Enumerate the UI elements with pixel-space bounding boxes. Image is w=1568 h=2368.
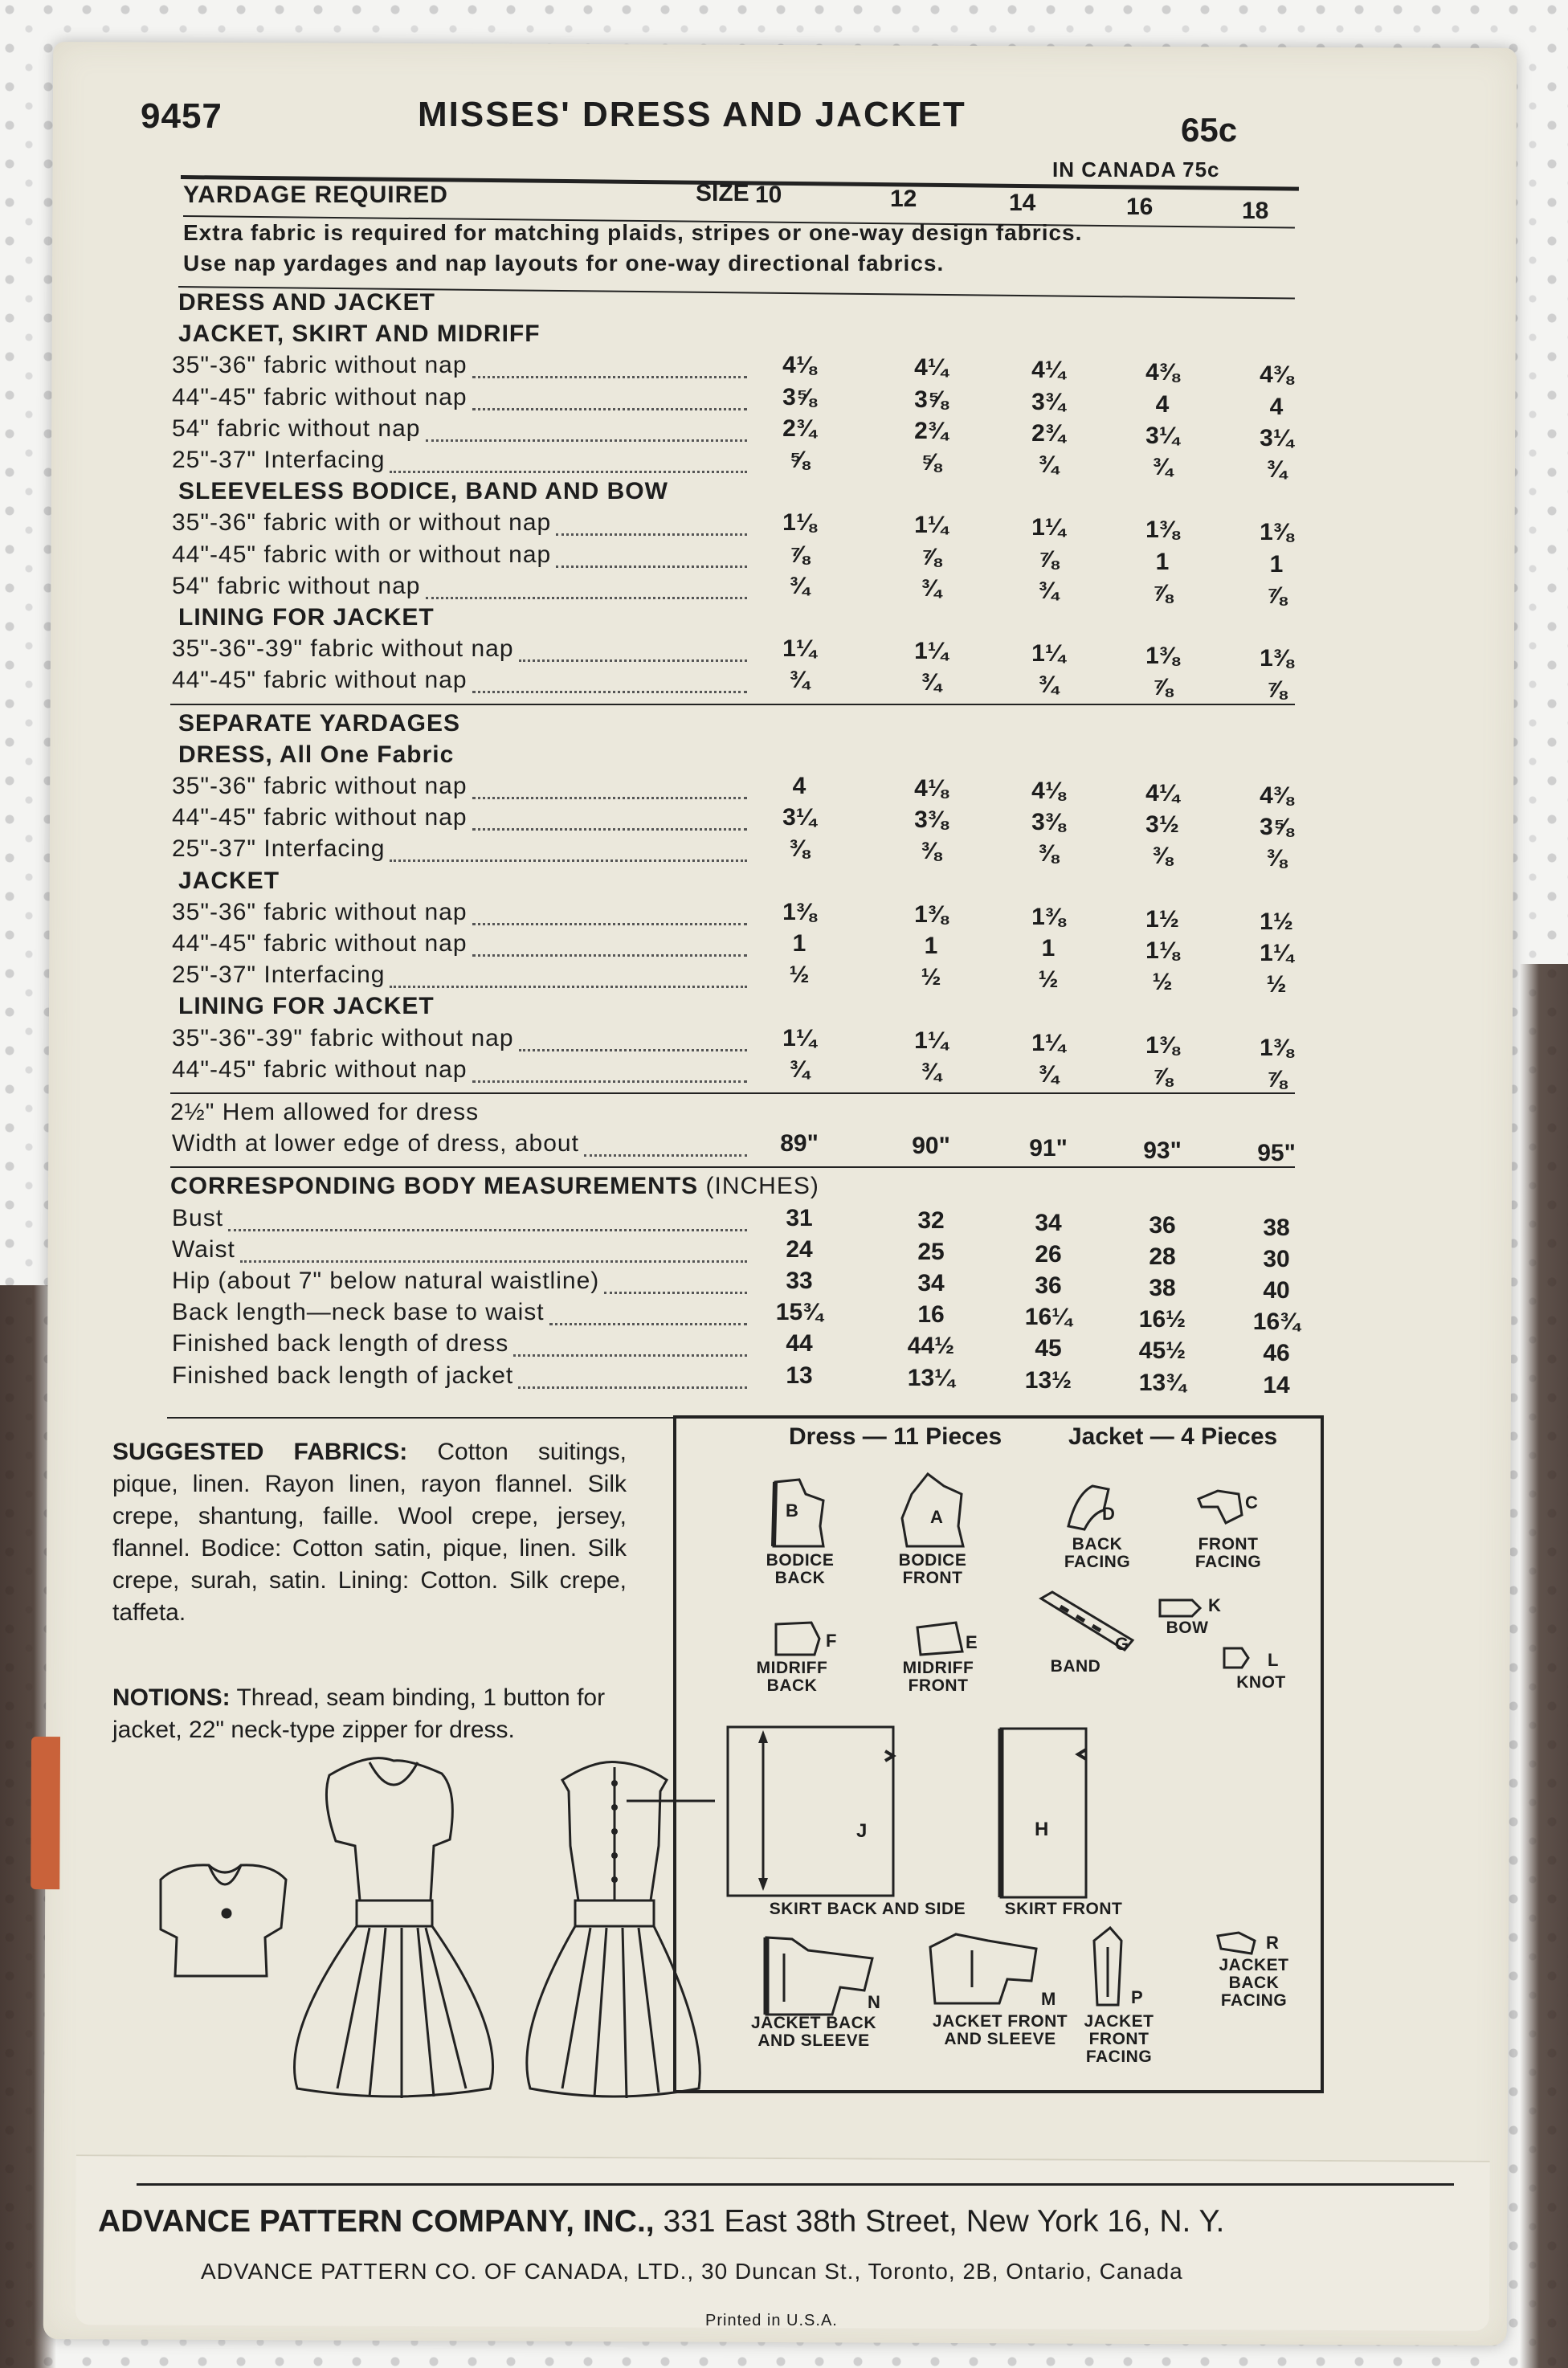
size-value: 3¼	[1260, 424, 1293, 451]
row-label: Back length—neck base to waist	[172, 1299, 545, 1326]
piece-letter: N	[868, 1992, 880, 2012]
size-value: 1⅜	[1260, 519, 1293, 546]
size-value: 1½	[1260, 908, 1293, 935]
leader-dots	[472, 797, 748, 799]
piece-letter: A	[930, 1507, 943, 1527]
jacket-back-facing-label: JACKET BACK FACING	[1219, 1956, 1289, 2010]
row-label: 35"-36"-39" fabric without nap	[172, 1024, 514, 1051]
size-column-header: 12	[890, 186, 917, 212]
note-line: Extra fabric is required for matching plaids, stripes or one-way design fabrics.	[183, 220, 1083, 245]
size-value: 16¾	[1252, 1309, 1301, 1336]
size-value: 91"	[1029, 1135, 1068, 1162]
piece-letter: D	[1102, 1504, 1115, 1524]
size-value: 36	[1149, 1211, 1176, 1239]
size-value: 15¾	[775, 1299, 823, 1326]
row-label: 54" fabric without nap	[172, 414, 421, 442]
size-value: ¾	[1152, 454, 1173, 480]
size-value: 1⅜	[1260, 645, 1293, 672]
section-rule	[170, 704, 1295, 705]
size-value: ⅞	[1266, 676, 1287, 704]
canada-price: IN CANADA 75c	[1052, 157, 1220, 182]
row-label: 44"-45" fabric without nap	[172, 930, 468, 957]
size-value: 90"	[912, 1133, 950, 1160]
size-value: ⅞	[1152, 674, 1173, 701]
section-heading: SLEEVELESS BODICE, BAND AND BOW	[178, 478, 668, 505]
footer-canada: ADVANCE PATTERN CO. OF CANADA, LTD., 30 Duncan St., Toronto, 2B, Ontario, Canada	[201, 2259, 1183, 2284]
front-facing-label: FRONT FACING	[1194, 1535, 1262, 1571]
size-value: ⅞	[1266, 582, 1287, 609]
size-value: 89"	[780, 1130, 819, 1157]
size-value: 1⅜	[1031, 903, 1065, 930]
knot-piece	[1221, 1643, 1253, 1672]
size-value: ¾	[1038, 1060, 1059, 1088]
size-value: 1⅜	[1145, 516, 1179, 544]
size-value: 4⅛	[1031, 778, 1065, 804]
size-value: 33	[786, 1268, 813, 1294]
jacket-back-facing-piece	[1215, 1929, 1263, 1958]
front-dress-sketch	[294, 1758, 492, 2098]
size-value: 4¼	[1145, 780, 1179, 806]
jacket-pieces-title: Jacket — 4 Pieces	[1068, 1423, 1278, 1450]
leader-dots	[513, 1354, 747, 1357]
piece-letter: P	[1131, 1987, 1143, 2007]
notions-text: Thread, seam binding, 1 button for jacket, 22" neck-type zipper for dress.	[112, 1684, 606, 1743]
section-heading: LINING FOR JACKET	[178, 604, 435, 631]
size-value: ⅞	[1152, 579, 1173, 606]
piece-letter: E	[966, 1632, 978, 1652]
size-value: ¾	[1266, 456, 1287, 483]
skirt-front-piece	[996, 1725, 1092, 1902]
size-value: 1¼	[1031, 514, 1065, 541]
size-value: 13¼	[907, 1364, 955, 1391]
size-value: 2¾	[914, 417, 948, 444]
suggested-fabrics-heading: SUGGESTED FABRICS:	[112, 1439, 408, 1465]
page-title: MISSES' DRESS AND JACKET	[418, 95, 966, 134]
bodice-back-label: BODICE BACK	[766, 1551, 835, 1587]
size-value: ½	[1038, 966, 1059, 994]
printed-in: Printed in U.S.A.	[705, 2312, 838, 2329]
leader-dots	[472, 376, 748, 378]
size-value: 4	[792, 773, 806, 799]
leader-dots	[228, 1229, 747, 1231]
row-label: 54" fabric without nap	[172, 572, 421, 599]
leader-dots	[472, 1080, 748, 1083]
measurements-heading	[170, 1173, 819, 1200]
size-value: ½	[789, 961, 810, 989]
midriff-back-piece	[771, 1619, 827, 1660]
size-value: ¾	[1038, 451, 1059, 478]
size-value: 16	[917, 1301, 945, 1329]
size-value: ⅞	[921, 543, 941, 570]
row-label: Width at lower edge of dress, about	[172, 1130, 579, 1157]
size-value: 1¼	[1031, 1029, 1065, 1056]
size-value: 2¾	[782, 414, 816, 442]
price: 65c	[1181, 111, 1238, 149]
skirt-front-label: SKIRT FRONT	[1004, 1900, 1123, 1918]
measurements-heading-bold: CORRESPONDING BODY MEASUREMENTS	[170, 1173, 699, 1200]
midriff-back-label: MIDRIFF BACK	[756, 1659, 828, 1695]
leader-dots	[390, 471, 747, 473]
row-label: Hip (about 7" below natural waistline)	[172, 1268, 600, 1294]
size-value: ½	[1152, 969, 1173, 996]
size-value: 1	[924, 933, 938, 959]
jacket-back-piece	[760, 1934, 880, 2023]
size-value: 46	[1263, 1340, 1290, 1367]
footer-rule	[137, 2183, 1454, 2186]
bow-piece	[1157, 1595, 1205, 1619]
midriff-front-label: MIDRIFF FRONT	[902, 1659, 974, 1695]
row-label: 35"-36" fabric with or without nap	[172, 509, 552, 537]
size-value: ½	[1266, 971, 1287, 998]
section-rule	[170, 1166, 1295, 1168]
suggested-fabrics	[112, 1436, 627, 1629]
size-value: 4⅛	[782, 352, 816, 379]
size-value: 3¼	[1145, 422, 1179, 449]
section-heading: SEPARATE YARDAGES	[178, 709, 460, 737]
size-value: ¾	[789, 572, 810, 599]
size-value: 3⅜	[914, 806, 948, 834]
leader-dots	[472, 954, 748, 957]
size-value: 13	[786, 1362, 813, 1389]
size-value: 1⅜	[782, 898, 816, 925]
size-value: 40	[1263, 1277, 1290, 1304]
leader-dots	[604, 1292, 747, 1294]
row-label: 25"-37" Interfacing	[172, 835, 386, 863]
footer-company-line	[98, 2204, 1224, 2239]
leader-dots	[472, 828, 748, 831]
size-value: ⅜	[1038, 840, 1059, 868]
piece-letter: F	[826, 1631, 837, 1651]
size-value: 14	[1263, 1371, 1290, 1398]
leader-dots	[426, 439, 748, 442]
bow-label: BOW	[1166, 1619, 1209, 1637]
size-value: 44½	[907, 1333, 955, 1360]
row-label: 44"-45" fabric without nap	[172, 383, 468, 410]
garment-illustration	[129, 1727, 723, 2105]
size-value: 4¼	[1031, 357, 1065, 384]
leader-dots	[390, 986, 747, 988]
notions-heading: NOTIONS:	[112, 1684, 231, 1711]
size-value: ⅝	[921, 449, 941, 476]
size-value: 44	[786, 1330, 813, 1358]
size-value: 1¼	[914, 512, 948, 539]
leader-dots	[472, 923, 748, 925]
leader-dots	[556, 565, 747, 568]
jacket-front-facing-label: JACKET FRONT FACING	[1084, 2012, 1154, 2066]
piece-letter: B	[786, 1500, 798, 1521]
size-value: 45	[1035, 1335, 1062, 1362]
size-value: 1⅜	[1145, 1031, 1179, 1059]
section-rule	[170, 1092, 1295, 1094]
skirt-back-label: SKIRT BACK AND SIDE	[769, 1900, 966, 1918]
size-value: 30	[1263, 1245, 1290, 1272]
row-label: 25"-37" Interfacing	[172, 447, 386, 473]
measurements-heading-units: (INCHES)	[705, 1173, 819, 1200]
lace-shadow-right	[1520, 964, 1568, 2368]
row-label: 25"-37" Interfacing	[172, 961, 386, 989]
leader-dots	[426, 597, 748, 599]
note-line: Use nap yardages and nap layouts for one-way directional fabrics.	[183, 251, 945, 276]
section-heading: LINING FOR JACKET	[178, 993, 435, 1020]
size-value: 24	[786, 1235, 813, 1263]
size-value: 1⅜	[1145, 643, 1179, 670]
envelope-flap	[76, 2154, 1490, 2331]
section-heading: DRESS AND JACKET	[178, 289, 435, 316]
size-label: SIZE	[696, 180, 749, 206]
piece-letter: K	[1208, 1595, 1221, 1615]
skirt-back-piece	[723, 1719, 900, 1904]
row-label: 35"-36"-39" fabric without nap	[172, 635, 514, 663]
size-value: ⅝	[789, 447, 810, 473]
size-value: 36	[1035, 1272, 1062, 1299]
jacket-back-label: JACKET BACK AND SLEEVE	[750, 2014, 876, 2050]
size-value: 1	[1041, 935, 1056, 961]
size-value: ⅞	[1152, 1063, 1173, 1090]
suggested-fabrics-text: Cotton suitings, pique, linen. Rayon linen, rayon flannel. Silk crepe, shantung, faille. Wool crepe, jersey, flannel. Bodice: Cotton satin, pique, linen. Silk crepe, surah, satin. Lining: Cotton. Silk crepe, taffeta.	[112, 1439, 627, 1626]
size-value: 1¼	[782, 1024, 816, 1051]
knot-label: KNOT	[1236, 1673, 1286, 1692]
size-value: ⅜	[1152, 843, 1173, 870]
size-value: 13¾	[1138, 1369, 1186, 1396]
size-value: ¾	[789, 667, 810, 694]
size-value: 1	[1269, 550, 1284, 578]
size-value: 1¼	[1260, 940, 1293, 966]
size-value: 34	[917, 1270, 945, 1296]
section-heading: DRESS, All One Fabric	[178, 741, 455, 768]
size-value: ¾	[1038, 577, 1059, 604]
leader-dots	[556, 533, 747, 536]
size-value: 1¼	[1031, 640, 1065, 668]
piece-letter: L	[1268, 1650, 1279, 1670]
size-value: ¾	[921, 1058, 941, 1085]
size-value: 32	[917, 1206, 945, 1234]
size-value: 93"	[1143, 1137, 1182, 1165]
size-column-header: 18	[1242, 198, 1269, 224]
size-value: 4¼	[914, 354, 948, 382]
size-value: 4⅜	[1260, 361, 1293, 389]
row-label: Finished back length of jacket	[172, 1362, 514, 1389]
company-address: 331 East 38th Street, New York 16, N. Y.	[654, 2204, 1225, 2239]
piece-letter: C	[1245, 1492, 1258, 1513]
piece-letter: H	[1035, 1819, 1049, 1840]
jacket-front-label: JACKET FRONT AND SLEEVE	[932, 2012, 1068, 2048]
piece-letter: R	[1266, 1933, 1279, 1953]
piece-letter: M	[1041, 1989, 1056, 2009]
size-value: 1¼	[914, 1027, 948, 1054]
size-value: 4	[1269, 393, 1284, 420]
size-value: 13½	[1024, 1366, 1072, 1394]
row-label: 44"-45" fabric with or without nap	[172, 541, 552, 568]
row-label: 44"-45" fabric without nap	[172, 667, 468, 694]
hem-note: 2½" Hem allowed for dress	[170, 1099, 480, 1125]
leader-dots	[472, 691, 748, 693]
size-value: ⅜	[789, 835, 810, 863]
size-value: 2¾	[1031, 419, 1065, 447]
piece-letter: J	[856, 1820, 868, 1842]
leader-dots	[584, 1154, 747, 1157]
size-value: 25	[917, 1238, 945, 1265]
size-value: 1½	[1145, 905, 1179, 933]
size-value: 16½	[1138, 1306, 1186, 1333]
jacket-front-facing-piece	[1086, 1925, 1134, 2013]
size-value: 4⅜	[1260, 782, 1293, 809]
jacket-sketch	[161, 1865, 286, 1976]
size-column-header: 14	[1009, 190, 1036, 216]
size-value: 1	[792, 930, 806, 957]
band-label: BAND	[1050, 1657, 1101, 1676]
size-value: 31	[786, 1204, 813, 1231]
row-label: 35"-36" fabric without nap	[172, 773, 468, 799]
size-value: 3⅝	[1260, 814, 1293, 841]
midriff-front-piece	[913, 1619, 969, 1660]
size-value: 26	[1035, 1240, 1062, 1268]
size-value: ⅞	[1038, 545, 1059, 573]
size-value: 3⅜	[1031, 809, 1065, 836]
size-value: 1¼	[914, 638, 948, 665]
size-value: ¾	[921, 669, 941, 696]
size-value: 3½	[1145, 811, 1179, 839]
size-value: ⅜	[921, 838, 941, 865]
leader-dots	[519, 659, 747, 662]
bodice-back-piece	[767, 1478, 831, 1550]
size-value: ¾	[1038, 672, 1059, 699]
back-facing-label: BACK FACING	[1064, 1535, 1131, 1571]
row-label: Bust	[172, 1204, 224, 1231]
leader-dots	[518, 1386, 747, 1389]
row-label: 35"-36" fabric without nap	[172, 352, 468, 379]
size-value: 3⅝	[914, 386, 948, 413]
row-label: 44"-45" fabric without nap	[172, 804, 468, 831]
size-value: ⅞	[1266, 1065, 1287, 1092]
piece-letter: G	[1115, 1634, 1129, 1654]
size-column-header: 10	[755, 182, 782, 208]
size-value: 34	[1035, 1209, 1062, 1236]
yardage-label: YARDAGE REQUIRED	[183, 182, 448, 208]
company-name: ADVANCE PATTERN COMPANY, INC.,	[98, 2204, 655, 2239]
size-value: ½	[921, 964, 941, 991]
back-facing-piece	[1060, 1478, 1125, 1534]
row-label: 35"-36" fabric without nap	[172, 898, 468, 925]
size-value: 4⅜	[1145, 359, 1179, 386]
leader-dots	[549, 1323, 747, 1325]
pattern-number: 9457	[141, 96, 223, 136]
leader-dots	[519, 1049, 747, 1051]
size-value: 1⅛	[782, 509, 816, 537]
size-value: 1⅜	[914, 900, 948, 928]
jacket-front-piece	[924, 1931, 1044, 2011]
size-value: ¾	[789, 1055, 810, 1083]
size-value: 4	[1155, 390, 1170, 418]
bodice-front-label: BODICE FRONT	[898, 1551, 967, 1587]
size-value: ⅜	[1266, 845, 1287, 872]
size-value: 3⅝	[782, 383, 816, 410]
size-value: 1⅜	[1260, 1034, 1293, 1061]
row-label: 44"-45" fabric without nap	[172, 1055, 468, 1083]
size-value: 1⅛	[1145, 937, 1179, 964]
size-value: 16¼	[1024, 1304, 1072, 1331]
size-value: 38	[1149, 1275, 1176, 1301]
row-label: Waist	[172, 1235, 235, 1263]
size-value: 3¼	[782, 804, 816, 831]
size-value: ¾	[921, 574, 941, 602]
size-value: 1¼	[782, 635, 816, 663]
size-value: 28	[1149, 1243, 1176, 1270]
section-heading: JACKET	[178, 867, 280, 894]
size-value: 95"	[1257, 1140, 1296, 1167]
section-heading: JACKET, SKIRT AND MIDRIFF	[178, 320, 541, 348]
size-value: ⅞	[789, 541, 810, 568]
leader-dots	[472, 408, 748, 410]
size-column-header: 16	[1126, 194, 1154, 220]
size-value: 45½	[1138, 1337, 1186, 1365]
size-value: 3¾	[1031, 388, 1065, 415]
row-label: Finished back length of dress	[172, 1330, 509, 1358]
size-value: 4⅛	[914, 775, 948, 802]
dress-pieces-title: Dress — 11 Pieces	[789, 1423, 1002, 1450]
color-tab	[31, 1737, 60, 1889]
leader-dots	[390, 859, 747, 862]
size-value: 38	[1263, 1214, 1290, 1241]
size-value: 1	[1155, 548, 1170, 575]
leader-dots	[240, 1260, 747, 1263]
